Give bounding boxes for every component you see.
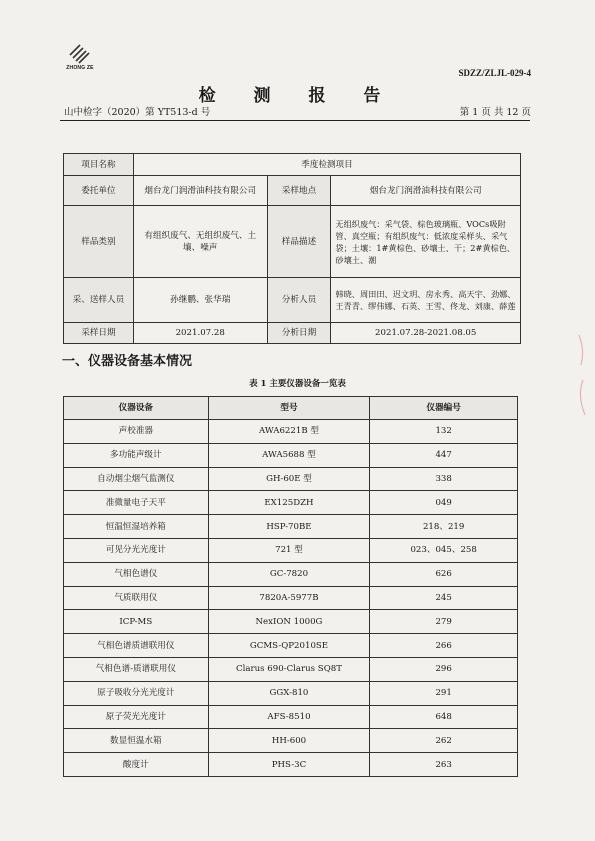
table-row — [64, 657, 518, 681]
table-row — [64, 467, 518, 491]
equipment-number: 266 — [370, 634, 518, 658]
equipment-model: GH-60E 型 — [208, 467, 370, 491]
edge-stamp-mark — [573, 330, 593, 420]
header-model: 型号 — [208, 397, 370, 420]
equipment-number: 049 — [370, 491, 518, 515]
report-number: 山中检字（2020）第 YT513-d 号 — [64, 107, 211, 118]
analysis-date-value: 2021.07.28-2021.08.05 — [331, 323, 521, 344]
equipment-name: 多功能声级计 — [64, 443, 209, 467]
table-row — [64, 753, 518, 777]
table-row — [64, 443, 518, 467]
equipment-model: NexION 1000G — [208, 610, 370, 634]
section-heading: 一、仪器设备基本情况 — [62, 354, 193, 369]
equipment-model: AWA6221B 型 — [208, 420, 370, 444]
equipment-model: HH-600 — [208, 729, 370, 753]
equipment-number: 132 — [370, 420, 518, 444]
table-row — [64, 491, 518, 515]
client-value: 烟台龙门润滑油科技有限公司 — [133, 176, 267, 206]
info-row-client — [64, 176, 521, 206]
equipment-model: HSP-70BE — [208, 515, 370, 539]
sample-type-value: 有组织废气、无组织废气、土壤、噪声 — [133, 206, 267, 278]
document-number: SDZZ/ZLJL-029-4 — [458, 68, 531, 78]
equipment-model: GGX-810 — [208, 681, 370, 705]
sample-type-label: 样品类别 — [64, 206, 134, 278]
sampler-label: 采、送样人员 — [64, 278, 134, 323]
company-logo — [60, 42, 100, 71]
equipment-model: 7820A-5977B — [208, 586, 370, 610]
equipment-number: 291 — [370, 681, 518, 705]
equipment-name: 可见分光光度计 — [64, 538, 209, 562]
equipment-name: 恒温恒湿培养箱 — [64, 515, 209, 539]
location-label: 采样地点 — [267, 176, 331, 206]
equipment-table-body — [64, 420, 518, 777]
table-row — [64, 562, 518, 586]
equipment-model: 721 型 — [208, 538, 370, 562]
table-row — [64, 729, 518, 753]
equipment-model: AWA5688 型 — [208, 443, 370, 467]
logo-text: ZHONG ZE — [66, 65, 94, 71]
page-title: 检 测 报 告 — [198, 86, 397, 106]
analyst-value: 韩晓、周田田、迟文玥、房永秀、高天宇、劲娜、王青青、缪伟娜、石英、王雪、佟龙、刘康、薛莲 — [331, 278, 521, 323]
equipment-number: 338 — [370, 467, 518, 491]
info-row-project — [64, 154, 521, 176]
location-value: 烟台龙门润滑油科技有限公司 — [331, 176, 521, 206]
equipment-number: 218、219 — [370, 515, 518, 539]
equipment-model: Clarus 690-Clarus SQ8T — [208, 657, 370, 681]
header-number: 仪器编号 — [370, 397, 518, 420]
equipment-table — [63, 396, 518, 777]
sampling-date-value: 2021.07.28 — [133, 323, 267, 344]
project-label: 项目名称 — [64, 154, 134, 176]
table-caption: 表 1 主要仪器设备一览表 — [249, 379, 346, 389]
equipment-name: 气质联用仪 — [64, 586, 209, 610]
equipment-name: 气相色谱-质谱联用仪 — [64, 657, 209, 681]
analyst-label: 分析人员 — [267, 278, 331, 323]
equipment-name: 自动烟尘烟气监测仪 — [64, 467, 209, 491]
equipment-model: EX125DZH — [208, 491, 370, 515]
equipment-name: 酸度计 — [64, 753, 209, 777]
equipment-number: 648 — [370, 705, 518, 729]
equipment-name: ICP-MS — [64, 610, 209, 634]
sample-desc-label: 样品描述 — [267, 206, 331, 278]
equipment-model: AFS-8510 — [208, 705, 370, 729]
equipment-name: 气相色谱质谱联用仪 — [64, 634, 209, 658]
table-row — [64, 705, 518, 729]
header-equipment: 仪器设备 — [64, 397, 209, 420]
equipment-number: 447 — [370, 443, 518, 467]
equipment-name: 数显恒温水箱 — [64, 729, 209, 753]
table-row — [64, 610, 518, 634]
equipment-number: 296 — [370, 657, 518, 681]
client-label: 委托单位 — [64, 176, 134, 206]
equipment-model: GCMS-QP2010SE — [208, 634, 370, 658]
table-row — [64, 586, 518, 610]
table-row — [64, 681, 518, 705]
table-row — [64, 634, 518, 658]
table-row — [64, 420, 518, 444]
project-value: 季度检测项目 — [133, 154, 520, 176]
page-indicator: 第 1 页 共 12 页 — [459, 107, 531, 118]
equipment-name: 准微量电子天平 — [64, 491, 209, 515]
info-row-sample — [64, 206, 521, 278]
sample-desc-value: 无组织废气：采气袋、棕色玻璃瓶、VOCs吸附管、真空瓶；有组织废气：低浓度采样头、采气袋；土壤：1#黄棕色、砂壤土、干；2#黄棕色、砂壤土、潮 — [331, 206, 521, 278]
equipment-number: 626 — [370, 562, 518, 586]
equipment-name: 原子吸收分光光度计 — [64, 681, 209, 705]
equipment-number: 263 — [370, 753, 518, 777]
header-divider — [60, 120, 530, 121]
equipment-number: 023、045、258 — [370, 538, 518, 562]
info-row-staff — [64, 278, 521, 323]
equipment-name: 原子荧光光度计 — [64, 705, 209, 729]
equipment-name: 气相色谱仪 — [64, 562, 209, 586]
equipment-model: GC-7820 — [208, 562, 370, 586]
equipment-model: PHS-3C — [208, 753, 370, 777]
equipment-number: 245 — [370, 586, 518, 610]
table-row — [64, 538, 518, 562]
sampling-date-label: 采样日期 — [64, 323, 134, 344]
sampler-value: 孙继鹏、张华瑞 — [133, 278, 267, 323]
equipment-number: 262 — [370, 729, 518, 753]
analysis-date-label: 分析日期 — [267, 323, 331, 344]
logo-icon — [67, 42, 93, 64]
equipment-header-row — [64, 397, 518, 420]
table-row — [64, 515, 518, 539]
project-info-table — [63, 153, 521, 344]
equipment-number: 279 — [370, 610, 518, 634]
info-row-dates — [64, 323, 521, 344]
equipment-name: 声校准器 — [64, 420, 209, 444]
